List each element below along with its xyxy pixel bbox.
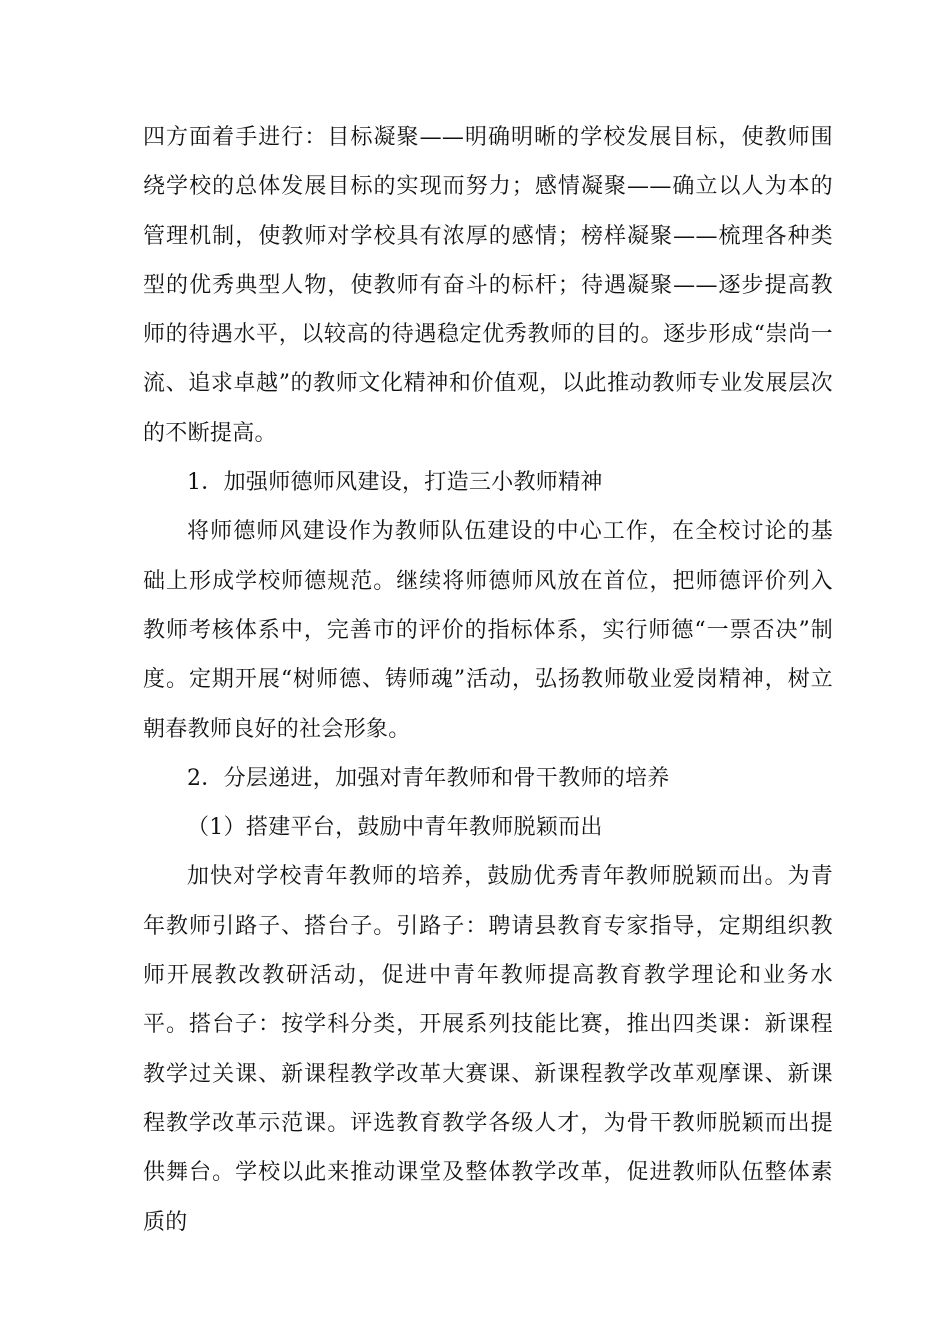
paragraph-young-teachers: 加快对学校青年教师的培养，鼓励优秀青年教师脱颖而出。为青年教师引路子、搭台子。引路子：聘请县教育专家指导，定期组织教师开展教改教研活动，促进中青年教师提高教育教学理论和业务水平。搭台子：按学科分类，开展系列技能比赛，推出四类课：新课程教学过关课、新课程教学改革大赛课、新课程教学改革观摩课、新课程教学改革示范课。评选教育教学各级人才，为骨干教师脱颖而出提供舞台。学校以此来推动课堂及整体教学改革，促进教师队伍整体素质的 — [143, 864, 833, 1235]
paragraph-continued: 四方面着手进行：目标凝聚——明确明晰的学校发展目标，使教师围绕学校的总体发展目标的实现而努力；感情凝聚——确立以人为本的管理机制，使教师对学校具有浓厚的感情；榜样凝聚——梳理各种类型的优秀典型人物，使教师有奋斗的标杆；待遇凝聚——逐步提高教师的待遇水平，以较高的待遇稳定优秀教师的目的。逐步形成“崇尚一流、追求卓越”的教师文化精神和价值观，以此推动教师专业发展层次的不断提高。 — [143, 125, 833, 446]
paragraph-ethics: 将师德师风建设作为教师队伍建设的中心工作，在全校讨论的基础上形成学校师德规范。继续将师德师风放在首位，把师德评价列入教师考核体系中，完善市的评价的指标体系，实行师德“一票否决”制度。定期开展“树师德、铸师魂”活动，弘扬教师敬业爱岗精神，树立朝春教师良好的社会形象。 — [143, 519, 833, 742]
subsection-heading-1: （1）搭建平台，鼓励中青年教师脱颖而出 — [187, 815, 603, 841]
section-heading-1: 1．加强师德师风建设，打造三小教师精神 — [187, 470, 603, 496]
document-body — [143, 113, 833, 1247]
section-heading-2: 2．分层递进，加强对青年教师和骨干教师的培养 — [187, 765, 670, 791]
